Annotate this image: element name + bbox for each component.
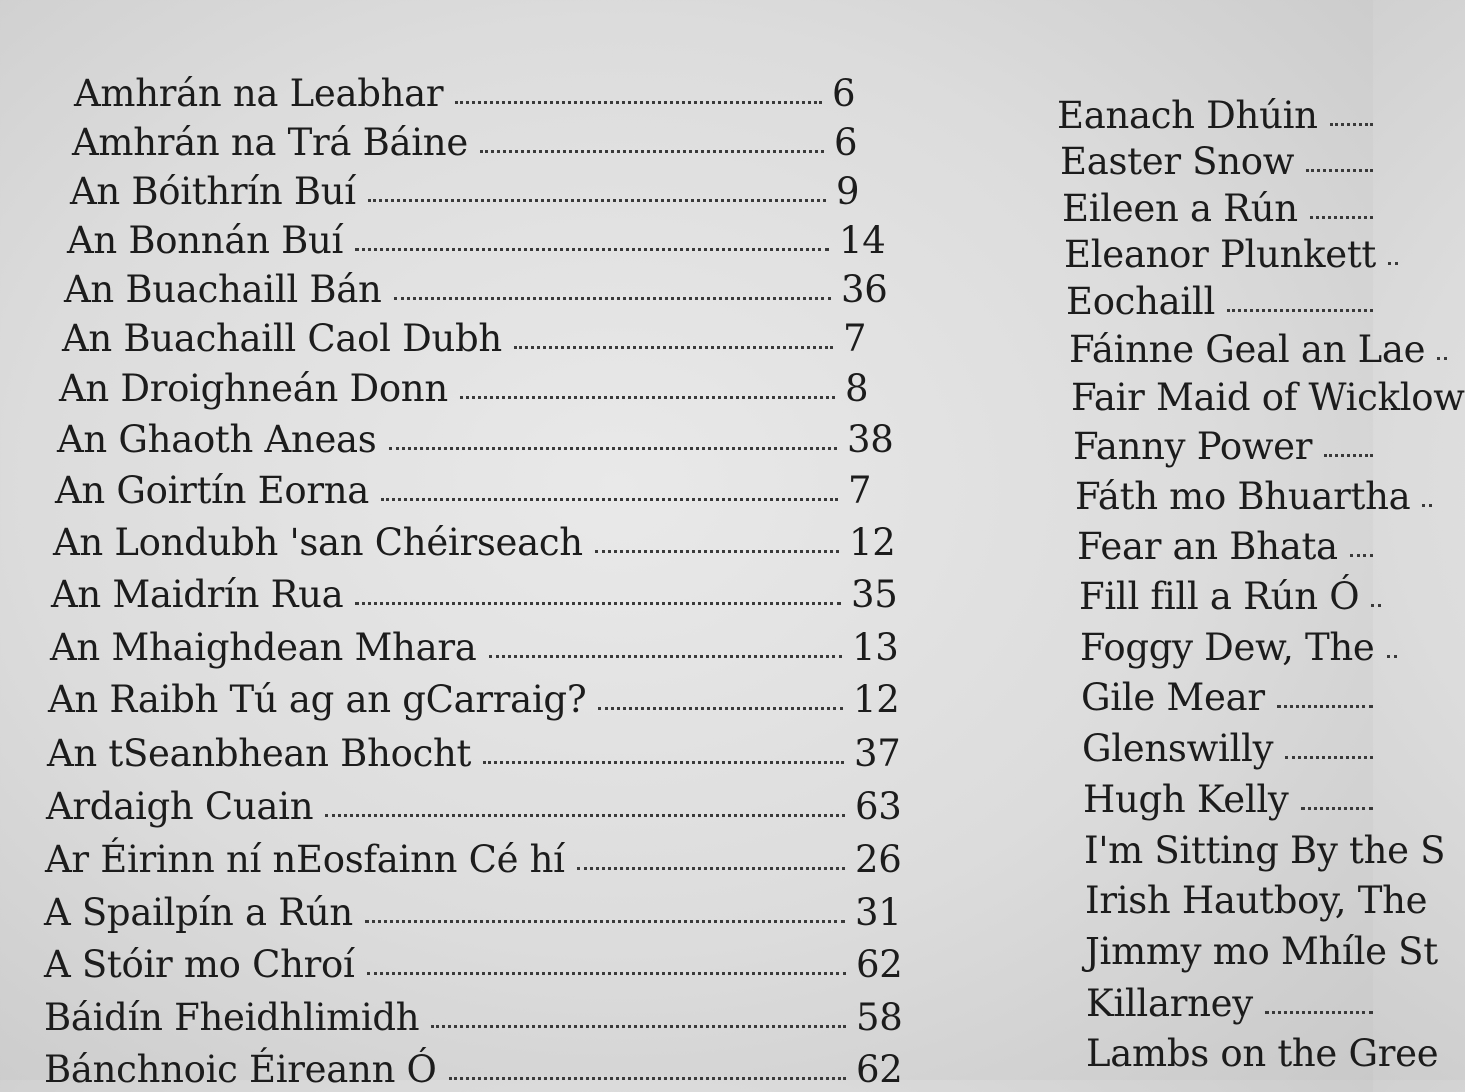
entry-page-number: 58 bbox=[856, 996, 903, 1039]
dot-leader bbox=[1324, 446, 1373, 457]
dot-leader bbox=[1301, 799, 1374, 810]
entry-title: An Bonnán Buí bbox=[67, 219, 344, 262]
entry-page-number: 35 bbox=[851, 573, 898, 616]
entry-title: An Mhaighdean Mhara bbox=[50, 626, 477, 669]
entry-page-number: 6 bbox=[834, 121, 858, 164]
dot-leader bbox=[1388, 254, 1398, 265]
entry-page-number: 7 bbox=[848, 469, 872, 512]
index-entry bbox=[1085, 930, 1438, 974]
entry-page-number: 13 bbox=[852, 626, 899, 669]
entry-title: Lambs on the Gree bbox=[1086, 1032, 1439, 1075]
entry-page-number: 12 bbox=[849, 521, 896, 564]
entry-page-number: 37 bbox=[854, 732, 901, 775]
entry-title: Jimmy mo Mhíle St bbox=[1085, 930, 1438, 973]
index-entry bbox=[1084, 829, 1446, 873]
index-entry bbox=[1062, 187, 1373, 231]
entry-page-number: 12 bbox=[853, 678, 900, 721]
entry-title: Gile Mear bbox=[1081, 676, 1265, 719]
entry-page-number: 26 bbox=[855, 838, 902, 881]
entry-title: An Raibh Tú ag an gCarraig? bbox=[48, 678, 587, 721]
index-entry bbox=[1086, 982, 1373, 1026]
entry-title: Amhrán na Leabhar bbox=[74, 72, 444, 115]
index-entry bbox=[1071, 376, 1465, 420]
index-entry bbox=[1075, 475, 1411, 519]
index-entry bbox=[1081, 676, 1373, 720]
entry-title: Hugh Kelly bbox=[1083, 778, 1289, 821]
entry-title: An Droighneán Donn bbox=[59, 367, 448, 410]
index-entry bbox=[1064, 233, 1376, 277]
entry-title: Fair Maid of Wicklow bbox=[1071, 376, 1465, 419]
entry-title: Eileen a Rún bbox=[1062, 187, 1298, 230]
index-entry bbox=[1066, 280, 1373, 324]
index-entry bbox=[1077, 525, 1373, 569]
entry-title: An Maidrín Rua bbox=[51, 573, 344, 616]
dot-leader bbox=[1330, 115, 1373, 126]
entry-title: An Londubh 'san Chéirseach bbox=[53, 521, 583, 564]
index-entry bbox=[1079, 575, 1373, 619]
dot-leader bbox=[1310, 208, 1373, 219]
entry-page-number: 63 bbox=[855, 785, 902, 828]
entry-title: Easter Snow bbox=[1060, 140, 1295, 183]
entry-page-number: 62 bbox=[856, 1048, 903, 1091]
entry-title: Killarney bbox=[1086, 982, 1253, 1025]
index-entry bbox=[1086, 1032, 1439, 1076]
dot-leader bbox=[1437, 349, 1447, 360]
entry-title: A Stóir mo Chroí bbox=[44, 943, 355, 986]
entry-page-number: 7 bbox=[843, 317, 867, 360]
entry-title: An Buachaill Bán bbox=[64, 268, 382, 311]
entry-title: An Goirtín Eorna bbox=[55, 469, 370, 512]
entry-title: Eleanor Plunkett bbox=[1064, 233, 1376, 276]
entry-page-number: 62 bbox=[856, 943, 903, 986]
entry-page-number: 38 bbox=[847, 418, 894, 461]
entry-title: Eanach Dhúin bbox=[1057, 94, 1318, 137]
entry-title: Ar Éirinn ní nEosfainn Cé hí bbox=[45, 838, 565, 881]
entry-page-number: 31 bbox=[855, 891, 902, 934]
index-entry bbox=[1085, 879, 1428, 923]
dot-leader bbox=[1265, 1003, 1373, 1014]
entry-title: Fill fill a Rún Ó bbox=[1079, 575, 1360, 618]
entry-title: An tSeanbhean Bhocht bbox=[47, 732, 472, 775]
index-entry bbox=[1082, 727, 1373, 771]
entry-page-number: 36 bbox=[841, 268, 888, 311]
entry-title: Glenswilly bbox=[1082, 727, 1274, 770]
dot-leader bbox=[1422, 496, 1432, 507]
index-entry bbox=[1073, 425, 1373, 469]
entry-title: An Bóithrín Buí bbox=[70, 170, 356, 213]
dot-leader bbox=[1227, 301, 1373, 312]
index-entry bbox=[1057, 94, 1373, 138]
entry-title: Bánchnoic Éireann Ó bbox=[44, 1048, 437, 1091]
entry-title: Báidín Fheidhlimidh bbox=[44, 996, 420, 1039]
entry-title: I'm Sitting By the S bbox=[1084, 829, 1446, 872]
entry-title: Eochaill bbox=[1066, 280, 1215, 323]
entry-title: An Buachaill Caol Dubh bbox=[62, 317, 502, 360]
entry-title: A Spailpín a Rún bbox=[44, 891, 353, 934]
index-entry bbox=[1080, 626, 1373, 670]
entry-page-number: 8 bbox=[845, 367, 869, 410]
entry-page-number: 9 bbox=[836, 170, 860, 213]
dot-leader bbox=[1371, 596, 1381, 607]
index-entry bbox=[1060, 140, 1373, 184]
entry-title: Ardaigh Cuain bbox=[46, 785, 314, 828]
entry-title: An Ghaoth Aneas bbox=[57, 418, 377, 461]
dot-leader bbox=[1387, 647, 1397, 658]
entry-title: Amhrán na Trá Báine bbox=[72, 121, 468, 164]
index-entry bbox=[1083, 778, 1373, 822]
index-entry bbox=[1069, 328, 1426, 372]
entry-title: Fear an Bhata bbox=[1077, 525, 1338, 568]
entry-title: Irish Hautboy, The bbox=[1085, 879, 1428, 922]
entry-title: Fáth mo Bhuartha bbox=[1075, 475, 1411, 518]
entry-page-number: 6 bbox=[832, 72, 856, 115]
entry-page-number: 14 bbox=[839, 219, 886, 262]
entry-title: Fáinne Geal an Lae bbox=[1069, 328, 1426, 371]
dot-leader bbox=[1285, 748, 1373, 759]
dot-leader bbox=[1350, 546, 1373, 557]
entry-title: Fanny Power bbox=[1073, 425, 1313, 468]
dot-leader bbox=[1306, 161, 1373, 172]
dot-leader bbox=[1277, 697, 1373, 708]
entry-title: Foggy Dew, The bbox=[1080, 626, 1375, 669]
